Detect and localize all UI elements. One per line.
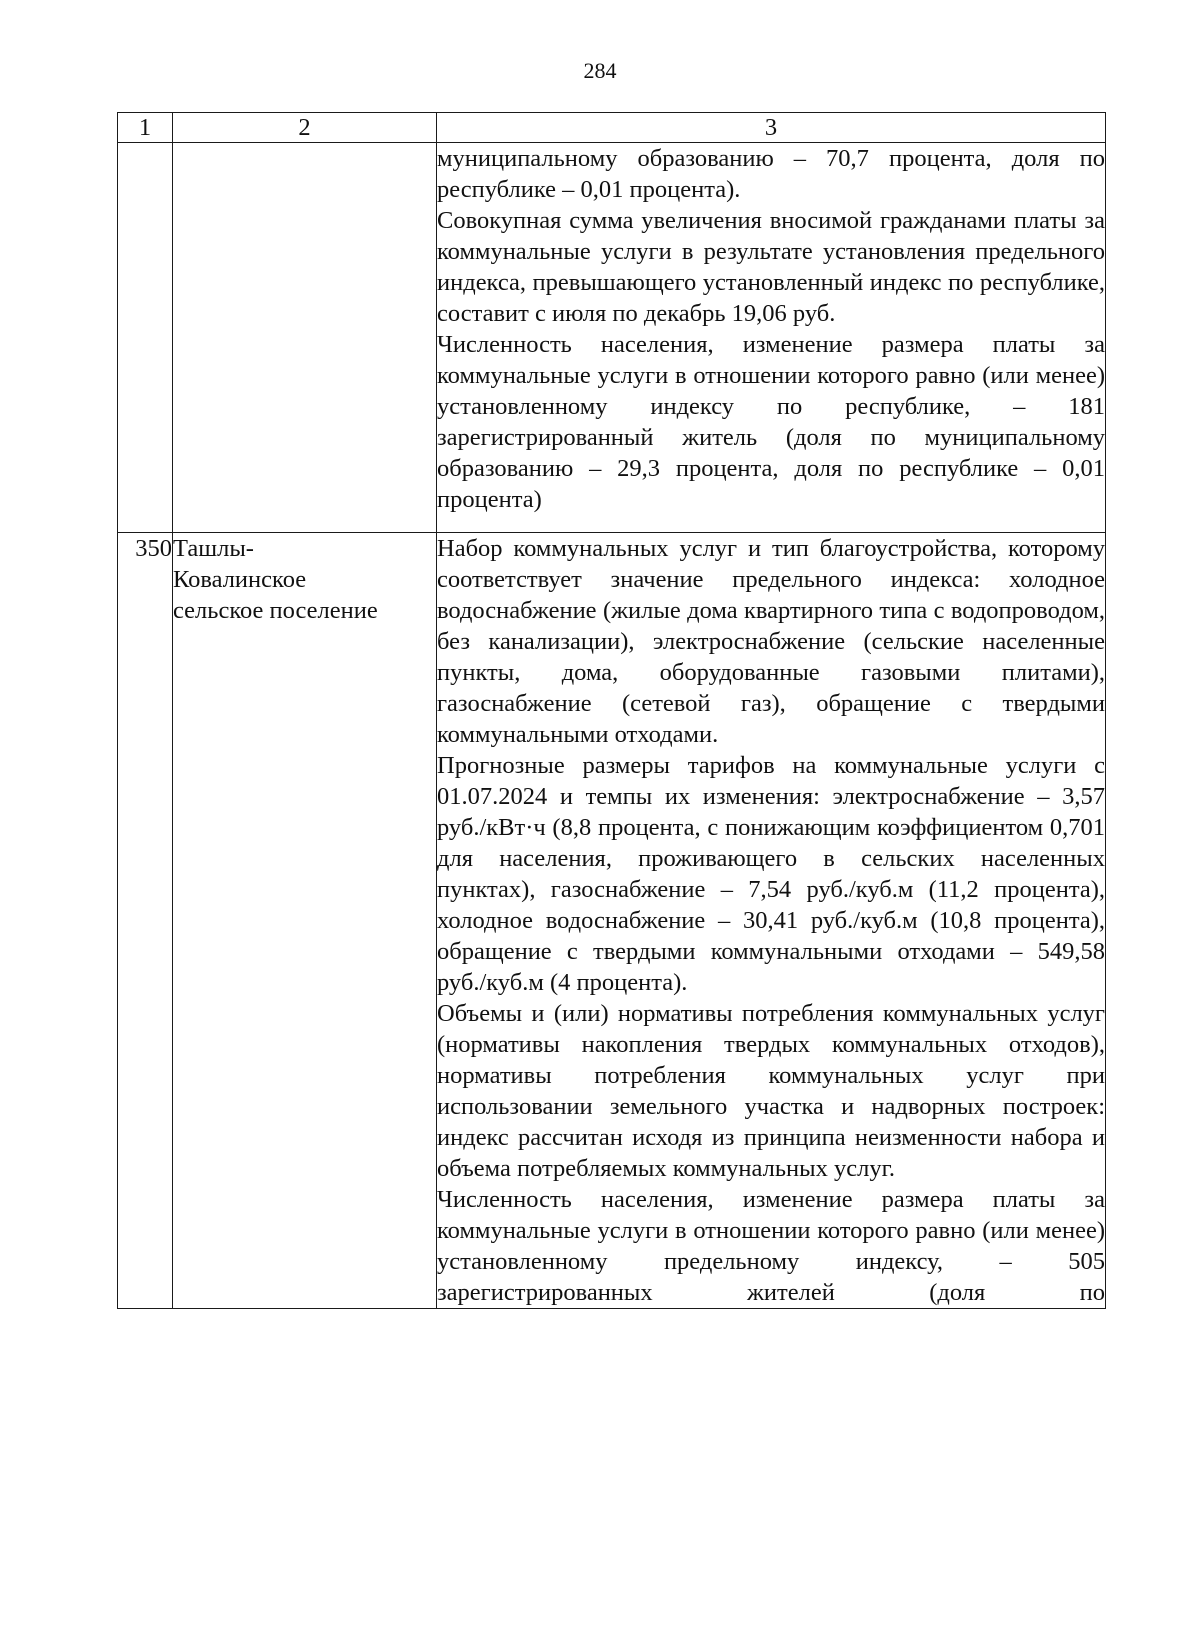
municipality-name-line: сельское поселение [173, 597, 378, 624]
document-table [117, 112, 1106, 1309]
description-paragraph: Численность населения, изменение размера платы за коммунальные услуги в отношении которого равно (или менее) установленному предельному индексу, – 505 зарегистрированных жителей (доля по [437, 1186, 1105, 1306]
column-header-1: 1 [118, 113, 173, 143]
description-paragraph: Набор коммунальных услуг и тип благоустройства, которому соответствует значение предельного индекса: холодное водоснабжение (жилые дома квартирного типа с водопроводом, без канализации), электроснабжение (сельские населенные пункты, дома, оборудованные газовыми плитами), газоснабжение (сетевой газ), обращение с твердыми коммунальными отходами. [437, 535, 1105, 748]
table-row-continued [118, 143, 1106, 533]
description-paragraph: Прогнозные размеры тарифов на коммунальные услуги с 01.07.2024 и темпы их изменения: электроснабжение – 3,57 руб./кВт·ч (8,8 процента, с понижающим коэффициентом 0,701 для населения, проживающего в сельских населенных пунктах), газоснабжение – 7,54 руб./куб.м (11,2 процента), холодное водоснабжение – 30,41 руб./куб.м (10,8 процента), обращение с твердыми коммунальными отходами – 549,58 руб./куб.м (4 процента). [437, 752, 1105, 996]
table-header-row [118, 113, 1106, 143]
municipality-name-cell [173, 533, 437, 1309]
table-row-350 [118, 533, 1106, 1309]
description-paragraph: Численность населения, изменение размера платы за коммунальные услуги в отношении которого равно (или менее) установленному индексу по республике, – 181 зарегистрированный житель (доля по муниципальному образованию – 29,3 процента, доля по республике – 0,01 процента) [437, 331, 1105, 513]
page-number: 284 [583, 58, 617, 83]
description-paragraph: Объемы и (или) нормативы потребления коммунальных услуг (нормативы накопления твердых коммунальных отходов), нормативы потребления коммунальных услуг при использовании земельного участка и надворных построек: индекс рассчитан исходя из принципа неизменности набора и объема потребляемых коммунальных услуг. [437, 1000, 1105, 1182]
description-cell [437, 143, 1106, 533]
row-number-cell: 350 [118, 533, 173, 1309]
column-header-3: 3 [437, 113, 1106, 143]
row-number-cell [118, 143, 173, 533]
column-header-2: 2 [173, 113, 437, 143]
description-paragraph: муниципальному образованию – 70,7 процента, доля по республике – 0,01 процента). [437, 145, 1105, 203]
description-paragraph: Совокупная сумма увеличения вносимой гражданами платы за коммунальные услуги в результате установления предельного индекса, превышающего установленный индекс по республике, составит с июля по декабрь 19,06 руб. [437, 207, 1105, 327]
municipality-name-line: Ковалинское [173, 566, 307, 593]
municipality-name-line: Ташлы- [173, 535, 254, 562]
municipality-name-cell [173, 143, 437, 533]
description-cell [437, 533, 1106, 1309]
